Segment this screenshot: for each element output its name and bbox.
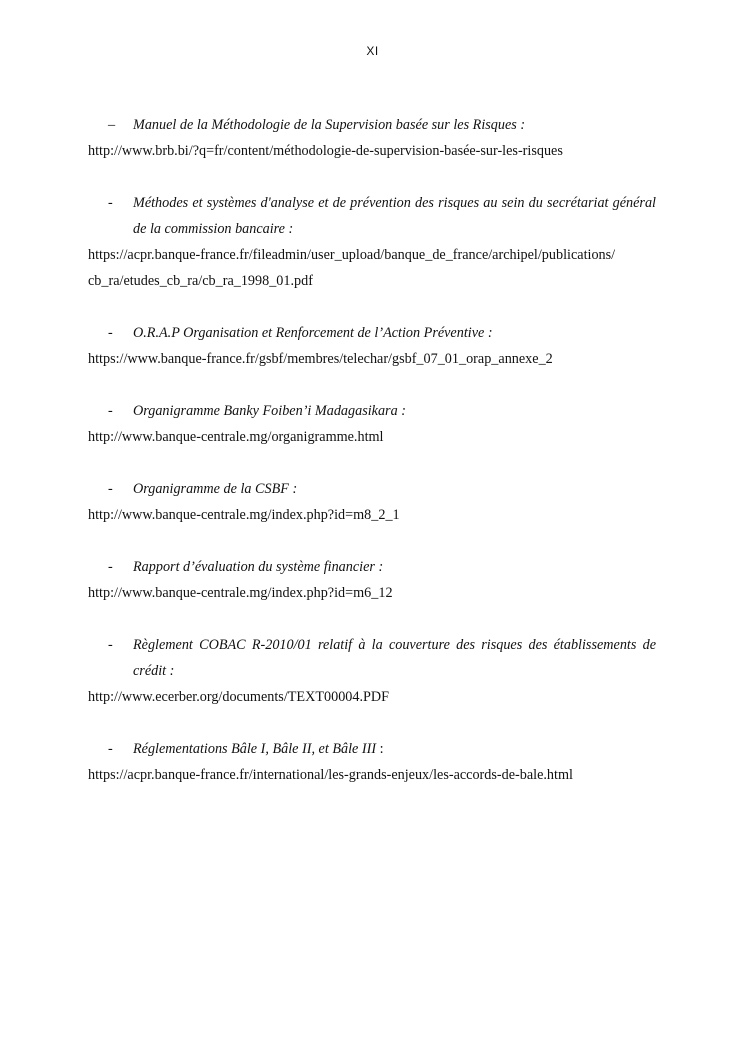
reference-title-text: Organigramme Banky Foiben’i Madagasikara : — [133, 403, 406, 419]
reference-title-text: Méthodes et systèmes d'analyse et de prévention des risques au sein du secrétariat général de la commission bancaire : — [133, 195, 656, 237]
reference-url-text[interactable]: https://acpr.banque-france.fr/international/les-grands-enjeux/les-accords-de-bale.html — [88, 767, 573, 783]
reference-title — [88, 190, 656, 242]
reference-url-text[interactable]: http://www.banque-centrale.mg/organigramme.html — [88, 429, 384, 445]
reference-item — [88, 632, 656, 710]
reference-title-text: Règlement COBAC R-2010/01 relatif à la couverture des risques des établissements de crédit : — [133, 637, 656, 679]
page-number: XI — [366, 44, 379, 58]
reference-url[interactable] — [88, 242, 656, 294]
reference-title — [88, 554, 656, 580]
reference-url-text[interactable]: http://www.brb.bi/?q=fr/content/méthodologie-de-supervision-basée-sur-les-risques — [88, 143, 563, 159]
reference-title — [88, 398, 656, 424]
list-bullet: - — [108, 325, 113, 341]
reference-url-text[interactable]: http://www.ecerber.org/documents/TEXT00004.PDF — [88, 689, 390, 705]
reference-title-text: Manuel de la Méthodologie de la Supervision basée sur les Risques : — [133, 117, 526, 133]
reference-url[interactable] — [88, 346, 656, 372]
reference-url[interactable] — [88, 502, 656, 528]
reference-url-text[interactable]: http://www.banque-centrale.mg/index.php?id=m6_12 — [88, 585, 393, 601]
reference-item — [88, 554, 656, 606]
list-bullet: - — [108, 559, 113, 575]
reference-url-continuation[interactable]: cb_ra/etudes_cb_ra/cb_ra_1998_01.pdf — [88, 273, 313, 289]
reference-title-text: Réglementations Bâle I, Bâle II, et Bâle III — [133, 741, 377, 757]
reference-title-text: O.R.A.P Organisation et Renforcement de l’Action Préventive : — [133, 325, 493, 341]
reference-title — [88, 632, 656, 684]
reference-url-text[interactable]: http://www.banque-centrale.mg/index.php?id=m8_2_1 — [88, 507, 400, 523]
list-bullet: - — [108, 741, 113, 757]
webography-list — [88, 112, 656, 814]
reference-url[interactable] — [88, 424, 656, 450]
reference-title — [88, 320, 656, 346]
reference-title — [88, 476, 656, 502]
reference-url-text[interactable]: https://acpr.banque-france.fr/fileadmin/user_upload/banque_de_france/archipel/publications/ — [88, 247, 616, 263]
reference-title — [88, 736, 656, 762]
reference-url[interactable] — [88, 580, 656, 606]
reference-url-text[interactable]: https://www.banque-france.fr/gsbf/membres/telechar/gsbf_07_01_orap_annexe_2 — [88, 351, 553, 367]
reference-item — [88, 190, 656, 294]
reference-item — [88, 112, 656, 164]
reference-title-trailer: : — [376, 741, 384, 757]
list-bullet: - — [108, 403, 113, 419]
reference-item — [88, 320, 656, 372]
reference-item — [88, 398, 656, 450]
list-bullet: - — [108, 195, 113, 211]
reference-item — [88, 736, 656, 788]
reference-title — [88, 112, 656, 138]
reference-title-text: Rapport d’évaluation du système financier : — [133, 559, 384, 575]
reference-url[interactable] — [88, 762, 656, 788]
reference-title-text: Organigramme de la CSBF : — [133, 481, 298, 497]
reference-url[interactable] — [88, 138, 656, 164]
list-bullet: – — [108, 117, 116, 133]
reference-item — [88, 476, 656, 528]
list-bullet: - — [108, 481, 113, 497]
reference-url[interactable] — [88, 684, 656, 710]
list-bullet: - — [108, 637, 113, 653]
